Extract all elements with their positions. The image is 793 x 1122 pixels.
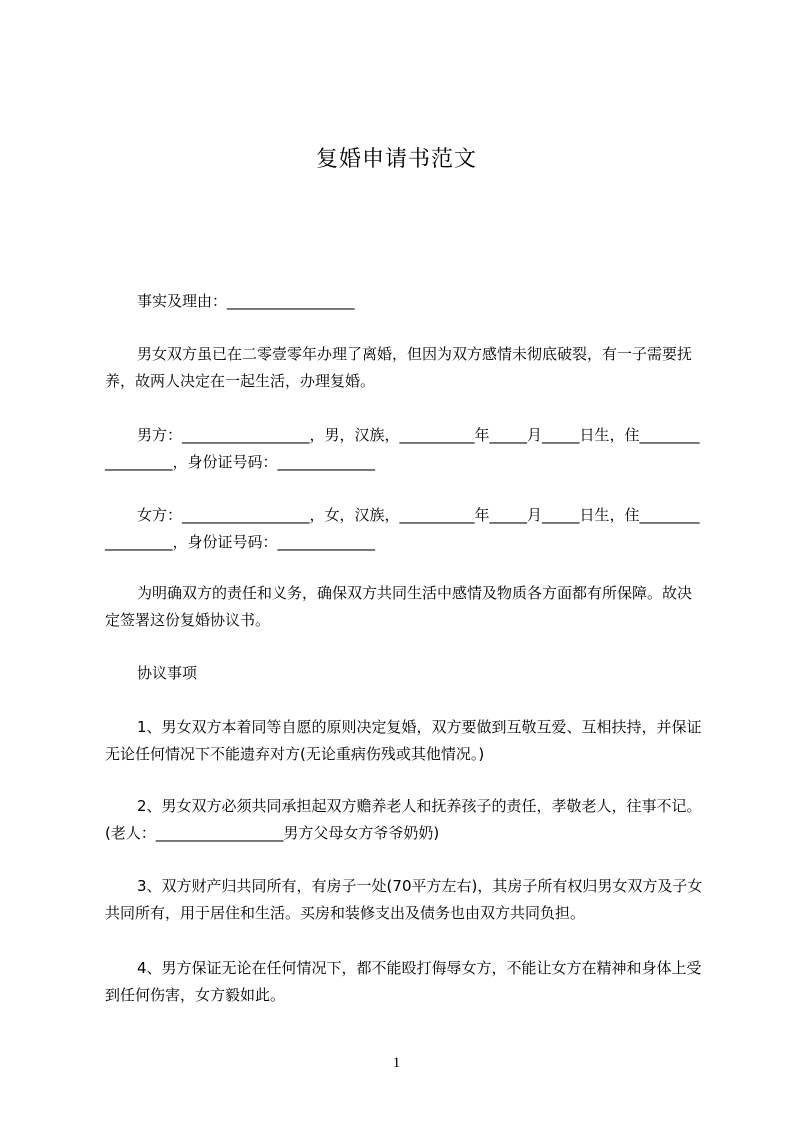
agreement-item-1: 1、男女双方本着同等自愿的原则决定复婚，双方要做到互敬互爱、互相扶持，并保证无论任何情况下不能遗弃对方(无论重病伤残或其他情况。) [105, 718, 702, 763]
agreement-item-4: 4、男方保证无论在任何情况下，都不能殴打侮辱女方，不能让女方在精神和身体上受到任何伤害，女方毅如此。 [105, 959, 702, 1004]
paragraph-male-party: 男方：_________________，男，汉族，__________年_____月_____日生，住_________________，身份证号码：_____________ [105, 426, 700, 471]
agreement-item-2: 2、男女双方必须共同承担起双方赡养老人和抚养孩子的责任，孝敬老人，往事不记。(老人：_________________男方父母女方爷爷奶奶) [105, 797, 702, 842]
section-heading-agreement-items: 协议事项 [137, 664, 198, 682]
paragraph-purpose: 为明确双方的责任和义务，确保双方共同生活中感情及物质各方面都有所保障。故决定签署这份复婚协议书。 [105, 584, 693, 629]
document-title: 复婚申请书范文 [315, 147, 477, 172]
paragraph-female-party: 女方：_________________，女，汉族，__________年_____月_____日生，住_________________，身份证号码：_____________ [105, 506, 700, 551]
agreement-item-3: 3、双方财产归共同所有，有房子一处(70平方左右)，其房子所有权归男女双方及子女共同所有，用于居住和生活。买房和装修支出及债务也由双方共同负担。 [105, 877, 703, 922]
page-number: 1 [392, 1055, 401, 1071]
paragraph-background: 男女双方虽已在二零壹零年办理了离婚，但因为双方感情未彻底破裂，有一子需要抚养，故两人决定在一起生活，办理复婚。 [105, 345, 693, 390]
paragraph-facts-reasons: 事实及理由：_________________ [137, 292, 355, 310]
